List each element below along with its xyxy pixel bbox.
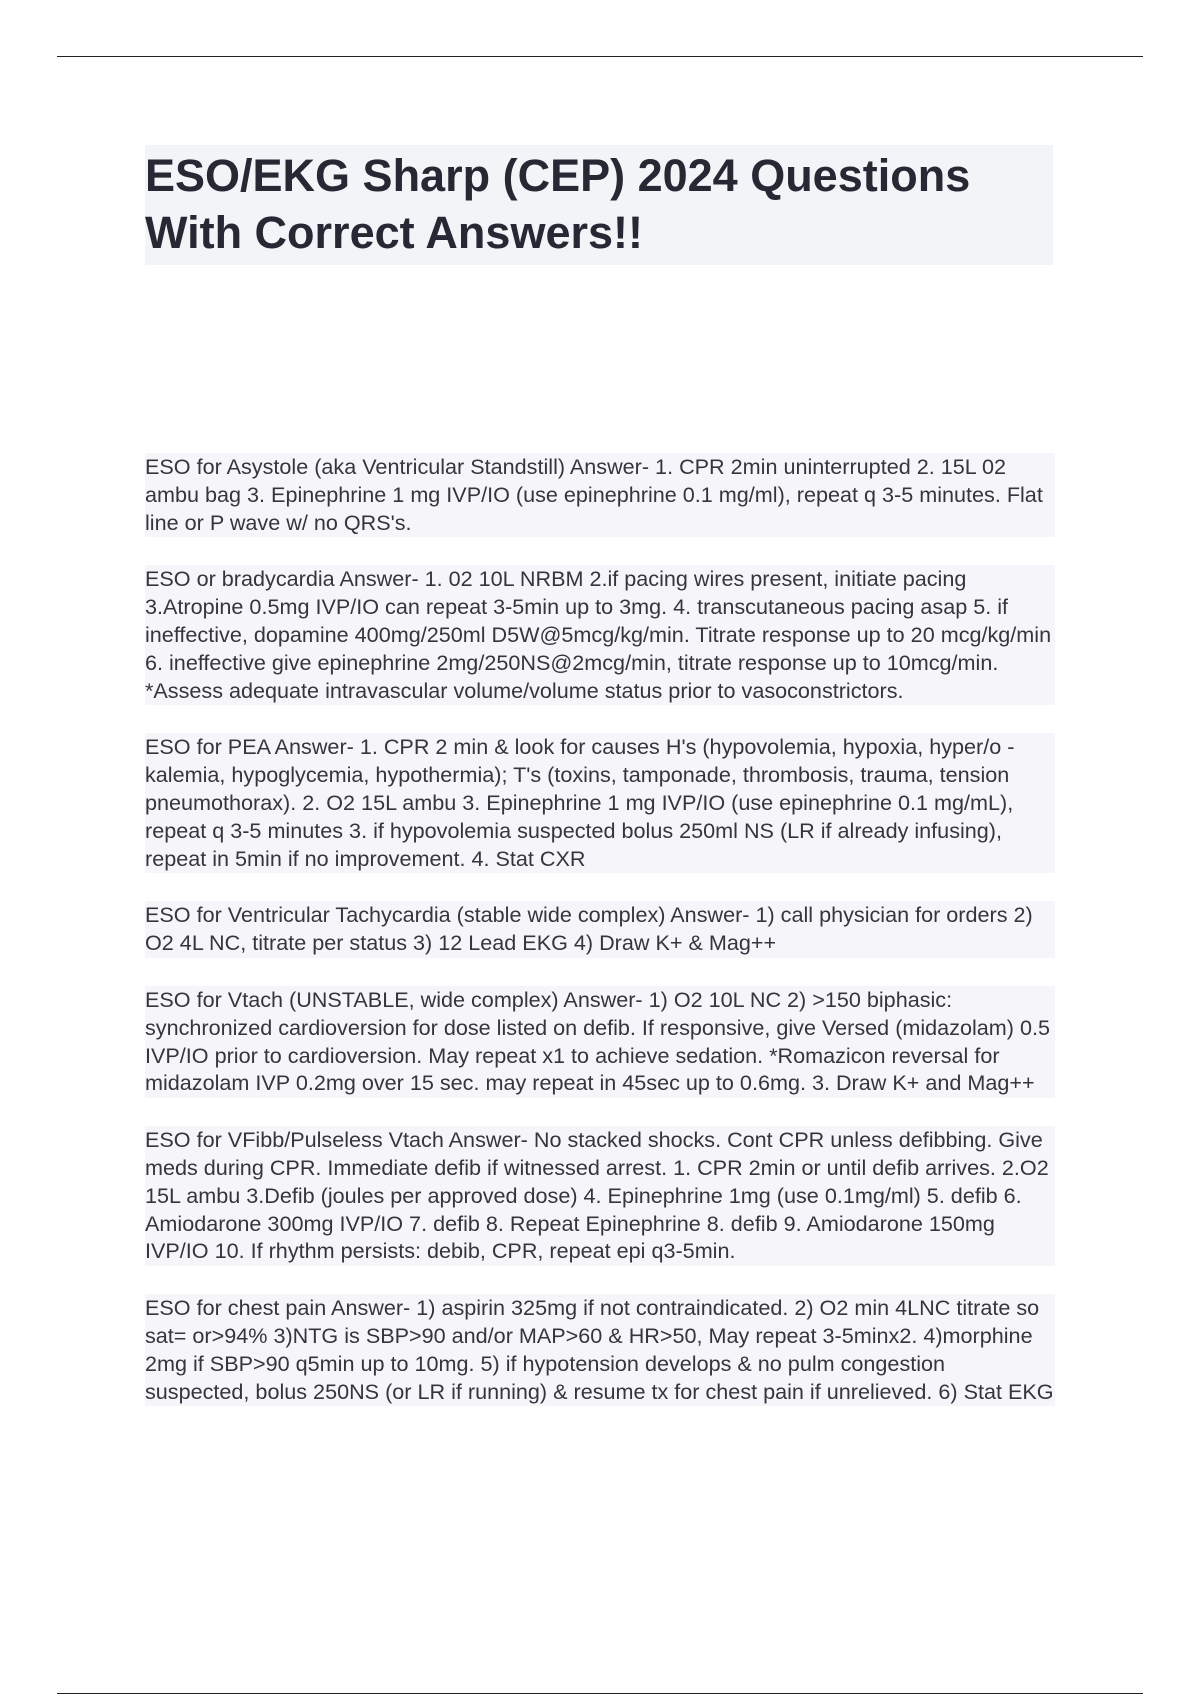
document-title: ESO/EKG Sharp (CEP) 2024 Questions With Correct Answers!! (145, 150, 971, 258)
qa-entry-vtach-unstable: ESO for Vtach (UNSTABLE, wide complex) Answer- 1) O2 10L NC 2) >150 biphasic: synchronized cardioversion for dose listed on defib. If responsive, give Versed (midazolam) 0.5 IVP/IO prior to cardioversion. May repeat x1 to achieve sedation. *Romazicon reversal for midazolam IVP 0.2mg over 15 sec. may repeat in 45sec up to 0.6mg. 3. Draw K+ and Mag++ (145, 986, 1055, 1098)
qa-entry-pea: ESO for PEA Answer- 1. CPR 2 min & look for causes H's (hypovolemia, hypoxia, hyper/o -kalemia, hypoglycemia, hypothermia); T's (toxins, tamponade, thrombosis, trauma, tension pneumothorax). 2. O2 15L ambu 3. Epinephrine 1 mg IVP/IO (use epinephrine 0.1 mg/mL), repeat q 3-5 minutes 3. if hypovolemia suspected bolus 250ml NS (LR if already infusing), repeat in 5min if no improvement. 4. Stat CXR (145, 733, 1055, 873)
qa-list (145, 453, 1055, 1434)
footer-rule (57, 1693, 1143, 1694)
qa-entry-chest-pain: ESO for chest pain Answer- 1) aspirin 325mg if not contraindicated. 2) O2 min 4LNC titrate so sat= or>94% 3)NTG is SBP>90 and/or MAP>60 & HR>50, May repeat 3-5minx2. 4)morphine 2mg if SBP>90 q5min up to 10mg. 5) if hypotension develops & no pulm congestion suspected, bolus 250NS (or LR if running) & resume tx for chest pain if unrelieved. 6) Stat EKG (145, 1294, 1055, 1406)
qa-entry-asystole: ESO for Asystole (aka Ventricular Standstill) Answer- 1. CPR 2min uninterrupted 2. 15L 02 ambu bag 3. Epinephrine 1 mg IVP/IO (use epinephrine 0.1 mg/ml), repeat q 3-5 minutes. Flat line or P wave w/ no QRS's. (145, 453, 1055, 537)
header-rule (57, 56, 1143, 57)
qa-entry-bradycardia: ESO or bradycardia Answer- 1. 02 10L NRBM 2.if pacing wires present, initiate pacing 3.Atropine 0.5mg IVP/IO can repeat 3-5min up to 3mg. 4. transcutaneous pacing asap 5. if ineffective, dopamine 400mg/250ml D5W@5mcg/kg/min. Titrate response up to 20 mcg/kg/min 6. ineffective give epinephrine 2mg/250NS@2mcg/min, titrate response up to 10mcg/min. *Assess adequate intravascular volume/volume status prior to vasoconstrictors. (145, 565, 1055, 705)
title-block (145, 145, 1053, 265)
qa-entry-vtach-stable: ESO for Ventricular Tachycardia (stable wide complex) Answer- 1) call physician for orders 2) O2 4L NC, titrate per status 3) 12 Lead EKG 4) Draw K+ & Mag++ (145, 901, 1055, 958)
qa-entry-vfib-pulseless-vtach: ESO for VFibb/Pulseless Vtach Answer- No stacked shocks. Cont CPR unless defibbing. Give meds during CPR. Immediate defib if witnessed arrest. 1. CPR 2min or until defib arrives. 2.O2 15L ambu 3.Defib (joules per approved dose) 4. Epinephrine 1mg (use 0.1mg/ml) 5. defib 6. Amiodarone 300mg IVP/IO 7. defib 8. Repeat Epinephrine 8. defib 9. Amiodarone 150mg IVP/IO 10. If rhythm persists: debib, CPR, repeat epi q3-5min. (145, 1126, 1055, 1266)
